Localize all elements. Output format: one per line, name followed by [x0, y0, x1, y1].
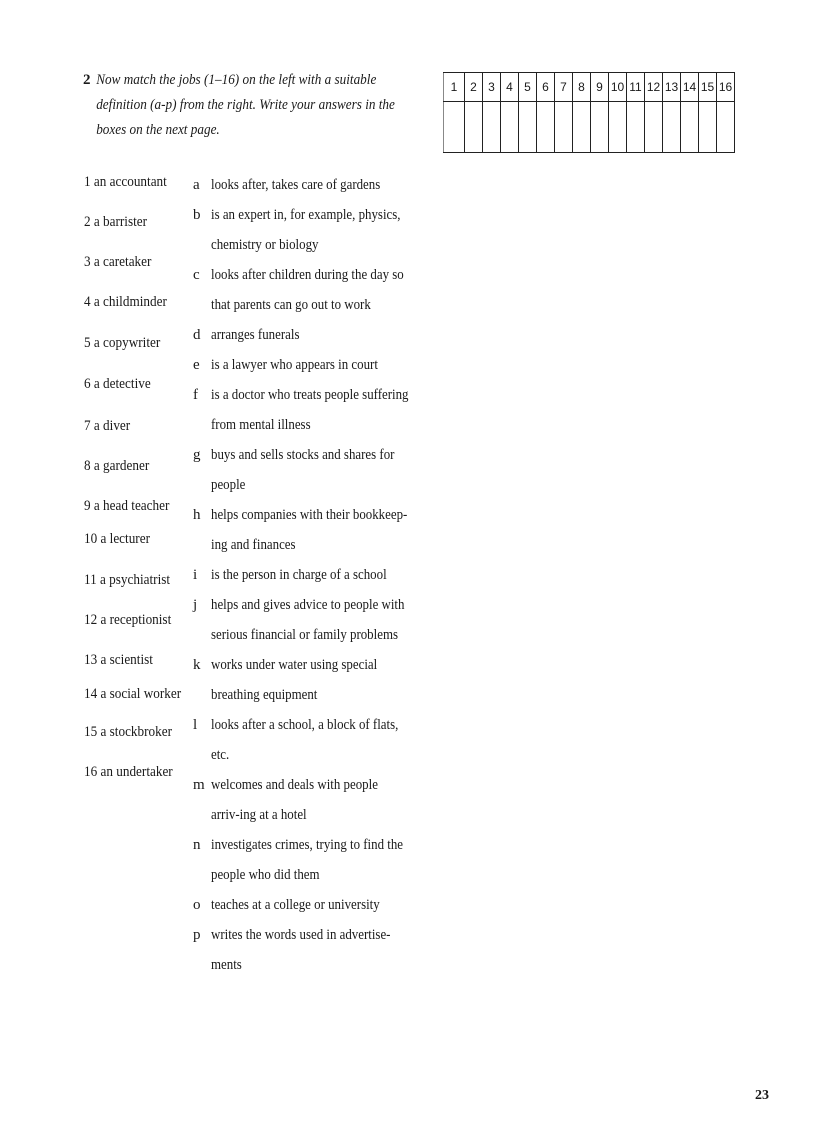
- definition-text: helps and gives advice to people with serious financial or family problems: [211, 597, 405, 643]
- definition-item: [193, 260, 441, 320]
- answer-box[interactable]: [483, 102, 501, 153]
- definition-item: [193, 170, 441, 200]
- definition-letter: d: [193, 327, 201, 343]
- definition-item: [193, 440, 441, 500]
- exercise-number: 2: [83, 72, 91, 88]
- definition-text: welcomes and deals with people arriv-ing at a hotel: [211, 777, 378, 823]
- answer-box[interactable]: [663, 102, 681, 153]
- grid-col-header: 4: [501, 73, 519, 102]
- job-item: [84, 254, 151, 271]
- definition-letter: k: [193, 657, 201, 673]
- grid-col-header: 10: [609, 73, 627, 102]
- grid-col-header: 16: [717, 73, 735, 102]
- job-item: [84, 294, 167, 311]
- answer-box[interactable]: [645, 102, 663, 153]
- job-item: [84, 418, 130, 435]
- grid-col-header: 1: [444, 73, 465, 102]
- job-number: 7: [84, 418, 91, 434]
- job-label: a barrister: [93, 214, 148, 230]
- grid-col-header: 2: [465, 73, 483, 102]
- job-number: 14: [84, 686, 98, 702]
- definition-item: [193, 320, 441, 350]
- job-number: 2: [84, 214, 91, 230]
- definition-text: buys and sells stocks and shares for people: [211, 447, 395, 493]
- job-label: a stockbroker: [100, 724, 172, 740]
- grid-col-header: 3: [483, 73, 501, 102]
- job-label: a scientist: [100, 652, 153, 668]
- definition-item: [193, 830, 441, 890]
- definition-item: [193, 710, 441, 770]
- job-label: a lecturer: [100, 531, 150, 547]
- answer-box[interactable]: [609, 102, 627, 153]
- definition-letter: i: [193, 567, 198, 583]
- job-label: an accountant: [93, 174, 167, 190]
- definition-text: works under water using special breathing equipment: [211, 657, 378, 703]
- job-item: [84, 335, 160, 352]
- definition-text: writes the words used in advertise-ments: [211, 927, 391, 973]
- job-label: a psychiatrist: [100, 572, 171, 588]
- job-item: [84, 458, 149, 475]
- definition-item: [193, 890, 441, 920]
- job-item: [84, 652, 153, 669]
- instruction-text: Now match the jobs (1–16) on the left with a suitable definition (a-p) from the right. Write your answers in the boxes on the next page.: [96, 72, 395, 138]
- job-number: 15: [84, 724, 98, 740]
- definition-text: is a doctor who treats people suffering from mental illness: [211, 387, 409, 433]
- job-label: a head teacher: [93, 498, 170, 514]
- definition-letter: l: [193, 717, 198, 733]
- definition-text: helps companies with their bookkeep-ing and finances: [211, 507, 408, 553]
- definition-letter: j: [193, 597, 198, 613]
- definition-text: arranges funerals: [211, 327, 300, 343]
- answer-box[interactable]: [519, 102, 537, 153]
- job-label: a social worker: [100, 686, 182, 702]
- job-item: [84, 214, 147, 231]
- grid-col-header: 14: [681, 73, 699, 102]
- definition-item: [193, 590, 441, 650]
- answer-box[interactable]: [537, 102, 555, 153]
- job-number: 16: [84, 764, 98, 780]
- job-item: [84, 376, 151, 393]
- definition-letter: g: [193, 447, 201, 463]
- answer-box[interactable]: [699, 102, 717, 153]
- job-label: a copywriter: [93, 335, 161, 351]
- answer-box[interactable]: [465, 102, 483, 153]
- grid-col-header: 7: [555, 73, 573, 102]
- answer-box[interactable]: [627, 102, 645, 153]
- job-number: 5: [84, 335, 91, 351]
- definition-letter: o: [193, 897, 201, 913]
- answer-box[interactable]: [681, 102, 699, 153]
- grid-col-header: 5: [519, 73, 537, 102]
- grid-col-header: 11: [627, 73, 645, 102]
- answer-box[interactable]: [444, 102, 465, 153]
- definition-text: looks after, takes care of gardens: [211, 177, 381, 193]
- answer-box[interactable]: [501, 102, 519, 153]
- definition-letter: b: [193, 207, 201, 223]
- definition-letter: a: [193, 177, 200, 193]
- job-item: [84, 498, 169, 515]
- definition-text: investigates crimes, trying to find the people who did them: [211, 837, 404, 883]
- definition-text: teaches at a college or university: [211, 897, 380, 913]
- definition-letter: n: [193, 837, 201, 853]
- definition-item: [193, 770, 441, 830]
- definition-text: looks after children during the day so that parents can go out to work: [211, 267, 404, 313]
- job-number: 9: [84, 498, 91, 514]
- job-label: a diver: [93, 418, 131, 434]
- definition-item: [193, 920, 441, 980]
- job-item: [84, 531, 150, 548]
- definition-letter: e: [193, 357, 200, 373]
- grid-col-header: 15: [699, 73, 717, 102]
- definition-item: [193, 650, 441, 710]
- job-number: 11: [84, 572, 97, 588]
- definition-item: [193, 500, 441, 560]
- definition-letter: m: [193, 777, 205, 793]
- definition-item: [193, 350, 441, 380]
- answer-box[interactable]: [591, 102, 609, 153]
- answer-box[interactable]: [717, 102, 735, 153]
- job-number: 10: [84, 531, 98, 547]
- job-item: [84, 764, 173, 781]
- job-number: 1: [84, 174, 91, 190]
- answer-box[interactable]: [555, 102, 573, 153]
- job-item: [84, 612, 171, 629]
- definition-letter: f: [193, 387, 198, 403]
- job-number: 4: [84, 294, 91, 310]
- job-label: a gardener: [93, 458, 150, 474]
- definition-text: is the person in charge of a school: [211, 567, 387, 583]
- definition-item: [193, 560, 441, 590]
- exercise-instruction: [83, 68, 413, 143]
- job-label: a receptionist: [100, 612, 172, 628]
- job-label: a childminder: [93, 294, 167, 310]
- grid-col-header: 8: [573, 73, 591, 102]
- job-number: 13: [84, 652, 98, 668]
- job-number: 8: [84, 458, 91, 474]
- job-number: 12: [84, 612, 98, 628]
- definition-item: [193, 380, 441, 440]
- definition-letter: h: [193, 507, 201, 523]
- job-item: [84, 724, 172, 741]
- grid-col-header: 13: [663, 73, 681, 102]
- grid-col-header: 9: [591, 73, 609, 102]
- job-number: 6: [84, 376, 91, 392]
- definition-text: is an expert in, for example, physics, chemistry or biology: [211, 207, 401, 253]
- job-item: [84, 572, 170, 589]
- definition-letter: p: [193, 927, 201, 943]
- definition-text: is a lawyer who appears in court: [211, 357, 378, 373]
- grid-col-header: 6: [537, 73, 555, 102]
- grid-col-header: 12: [645, 73, 663, 102]
- definition-letter: c: [193, 267, 200, 283]
- job-number: 3: [84, 254, 91, 270]
- answer-grid: [443, 72, 735, 153]
- definition-text: looks after a school, a block of flats, etc.: [211, 717, 399, 763]
- job-label: a caretaker: [93, 254, 152, 270]
- page-number: 23: [755, 1088, 769, 1103]
- answer-box[interactable]: [573, 102, 591, 153]
- job-label: a detective: [93, 376, 151, 392]
- answer-grid-header-row: [444, 73, 735, 102]
- job-item: [84, 174, 167, 191]
- answer-grid-answer-row: [444, 102, 735, 153]
- job-label: an undertaker: [100, 764, 173, 780]
- definition-item: [193, 200, 441, 260]
- job-item: [84, 686, 181, 703]
